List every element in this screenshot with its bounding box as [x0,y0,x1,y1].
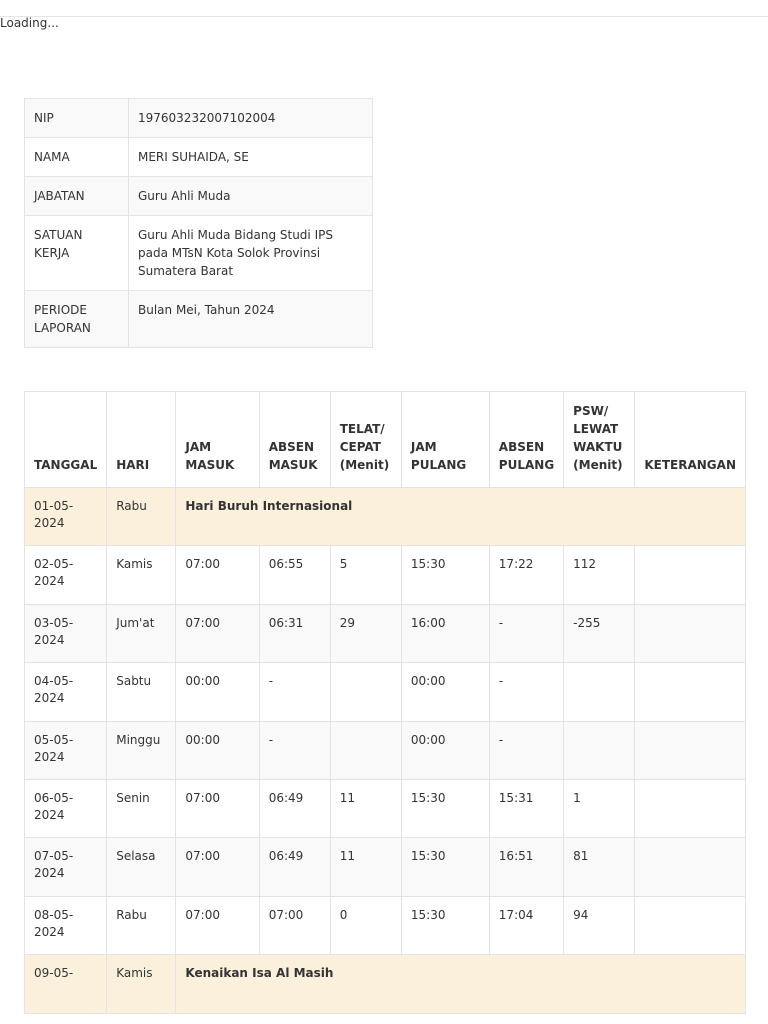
cell-jam-pulang: 00:00 [401,663,489,721]
cell-hari: Selasa [107,838,176,896]
cell-absen-masuk: 07:00 [259,896,330,954]
cell-psw [564,721,635,779]
cell-absen-pulang: 17:04 [489,896,563,954]
loading-text: Loading... [0,16,59,30]
cell-telat: 11 [330,779,401,837]
cell-psw: -255 [564,604,635,662]
cell-telat [330,721,401,779]
cell-tanggal: 01-05-2024 [25,488,107,546]
holiday-row [25,955,746,1013]
cell-absen-masuk: 06:31 [259,604,330,662]
cell-absen-masuk: 06:49 [259,779,330,837]
header-tanggal: TANGGAL [25,392,107,488]
info-label: NAMA [25,138,129,177]
cell-absen-masuk: - [259,721,330,779]
cell-absen-pulang: - [489,604,563,662]
info-row [25,138,373,177]
table-row [25,663,746,721]
cell-tanggal: 07-05-2024 [25,838,107,896]
info-row [25,291,373,348]
cell-absen-pulang: 17:22 [489,546,563,604]
cell-jam-pulang: 15:30 [401,546,489,604]
info-row [25,99,373,138]
cell-tanggal: 05-05-2024 [25,721,107,779]
header-jam-masuk: JAM MASUK [176,392,259,488]
cell-jam-pulang: 15:30 [401,896,489,954]
cell-tanggal: 03-05-2024 [25,604,107,662]
cell-tanggal: 06-05-2024 [25,779,107,837]
cell-jam-pulang: 16:00 [401,604,489,662]
cell-hari: Rabu [107,896,176,954]
info-value: 197603232007102004 [129,99,373,138]
table-row [25,838,746,896]
info-value: Bulan Mei, Tahun 2024 [129,291,373,348]
cell-hari: Minggu [107,721,176,779]
cell-jam-pulang: 15:30 [401,779,489,837]
cell-psw: 94 [564,896,635,954]
table-row [25,779,746,837]
info-label: SATUAN KERJA [25,216,129,291]
table-row [25,896,746,954]
info-label: PERIODE LAPORAN [25,291,129,348]
cell-event: Hari Buruh Internasional [176,488,746,546]
cell-psw: 112 [564,546,635,604]
cell-jam-masuk: 07:00 [176,838,259,896]
cell-keterangan [635,779,746,837]
header-hari: HARI [107,392,176,488]
cell-hari: Senin [107,779,176,837]
header-absen-masuk: ABSEN MASUK [259,392,330,488]
cell-absen-masuk: 06:49 [259,838,330,896]
table-row [25,546,746,604]
table-row [25,721,746,779]
cell-event: Kenaikan Isa Al Masih [176,955,746,1013]
cell-telat: 29 [330,604,401,662]
info-label: NIP [25,99,129,138]
cell-telat [330,663,401,721]
top-divider [0,16,768,17]
info-value: Guru Ahli Muda Bidang Studi IPS pada MTsN Kota Solok Provinsi Sumatera Barat [129,216,373,291]
attendance-header-row [25,392,746,488]
employee-info-table [24,98,373,348]
cell-jam-masuk: 00:00 [176,721,259,779]
cell-tanggal: 09-05- [25,955,107,1013]
header-keterangan: KETERANGAN [635,392,746,488]
cell-absen-pulang: 16:51 [489,838,563,896]
cell-jam-masuk: 07:00 [176,896,259,954]
info-value: Guru Ahli Muda [129,177,373,216]
info-value: MERI SUHAIDA, SE [129,138,373,177]
cell-keterangan [635,896,746,954]
cell-psw: 81 [564,838,635,896]
attendance-table [24,391,746,1014]
cell-jam-masuk: 07:00 [176,779,259,837]
cell-tanggal: 04-05-2024 [25,663,107,721]
cell-keterangan [635,838,746,896]
cell-tanggal: 08-05-2024 [25,896,107,954]
info-row [25,177,373,216]
cell-telat: 0 [330,896,401,954]
cell-absen-pulang: - [489,663,563,721]
cell-absen-masuk: 06:55 [259,546,330,604]
header-jam-pulang: JAM PULANG [401,392,489,488]
info-row [25,216,373,291]
holiday-row [25,488,746,546]
cell-hari: Kamis [107,955,176,1013]
cell-keterangan [635,721,746,779]
header-psw: PSW/ LEWAT WAKTU (Menit) [564,392,635,488]
cell-absen-pulang: - [489,721,563,779]
cell-tanggal: 02-05-2024 [25,546,107,604]
cell-telat: 11 [330,838,401,896]
cell-hari: Rabu [107,488,176,546]
cell-psw [564,663,635,721]
cell-keterangan [635,546,746,604]
cell-absen-masuk: - [259,663,330,721]
cell-jam-masuk: 00:00 [176,663,259,721]
cell-hari: Sabtu [107,663,176,721]
cell-jam-pulang: 15:30 [401,838,489,896]
header-absen-pulang: ABSEN PULANG [489,392,563,488]
cell-keterangan [635,663,746,721]
cell-hari: Kamis [107,546,176,604]
header-telat: TELAT/ CEPAT (Menit) [330,392,401,488]
cell-keterangan [635,604,746,662]
cell-jam-masuk: 07:00 [176,546,259,604]
cell-telat: 5 [330,546,401,604]
cell-jam-masuk: 07:00 [176,604,259,662]
cell-jam-pulang: 00:00 [401,721,489,779]
cell-absen-pulang: 15:31 [489,779,563,837]
cell-psw: 1 [564,779,635,837]
info-label: JABATAN [25,177,129,216]
cell-hari: Jum'at [107,604,176,662]
table-row [25,604,746,662]
